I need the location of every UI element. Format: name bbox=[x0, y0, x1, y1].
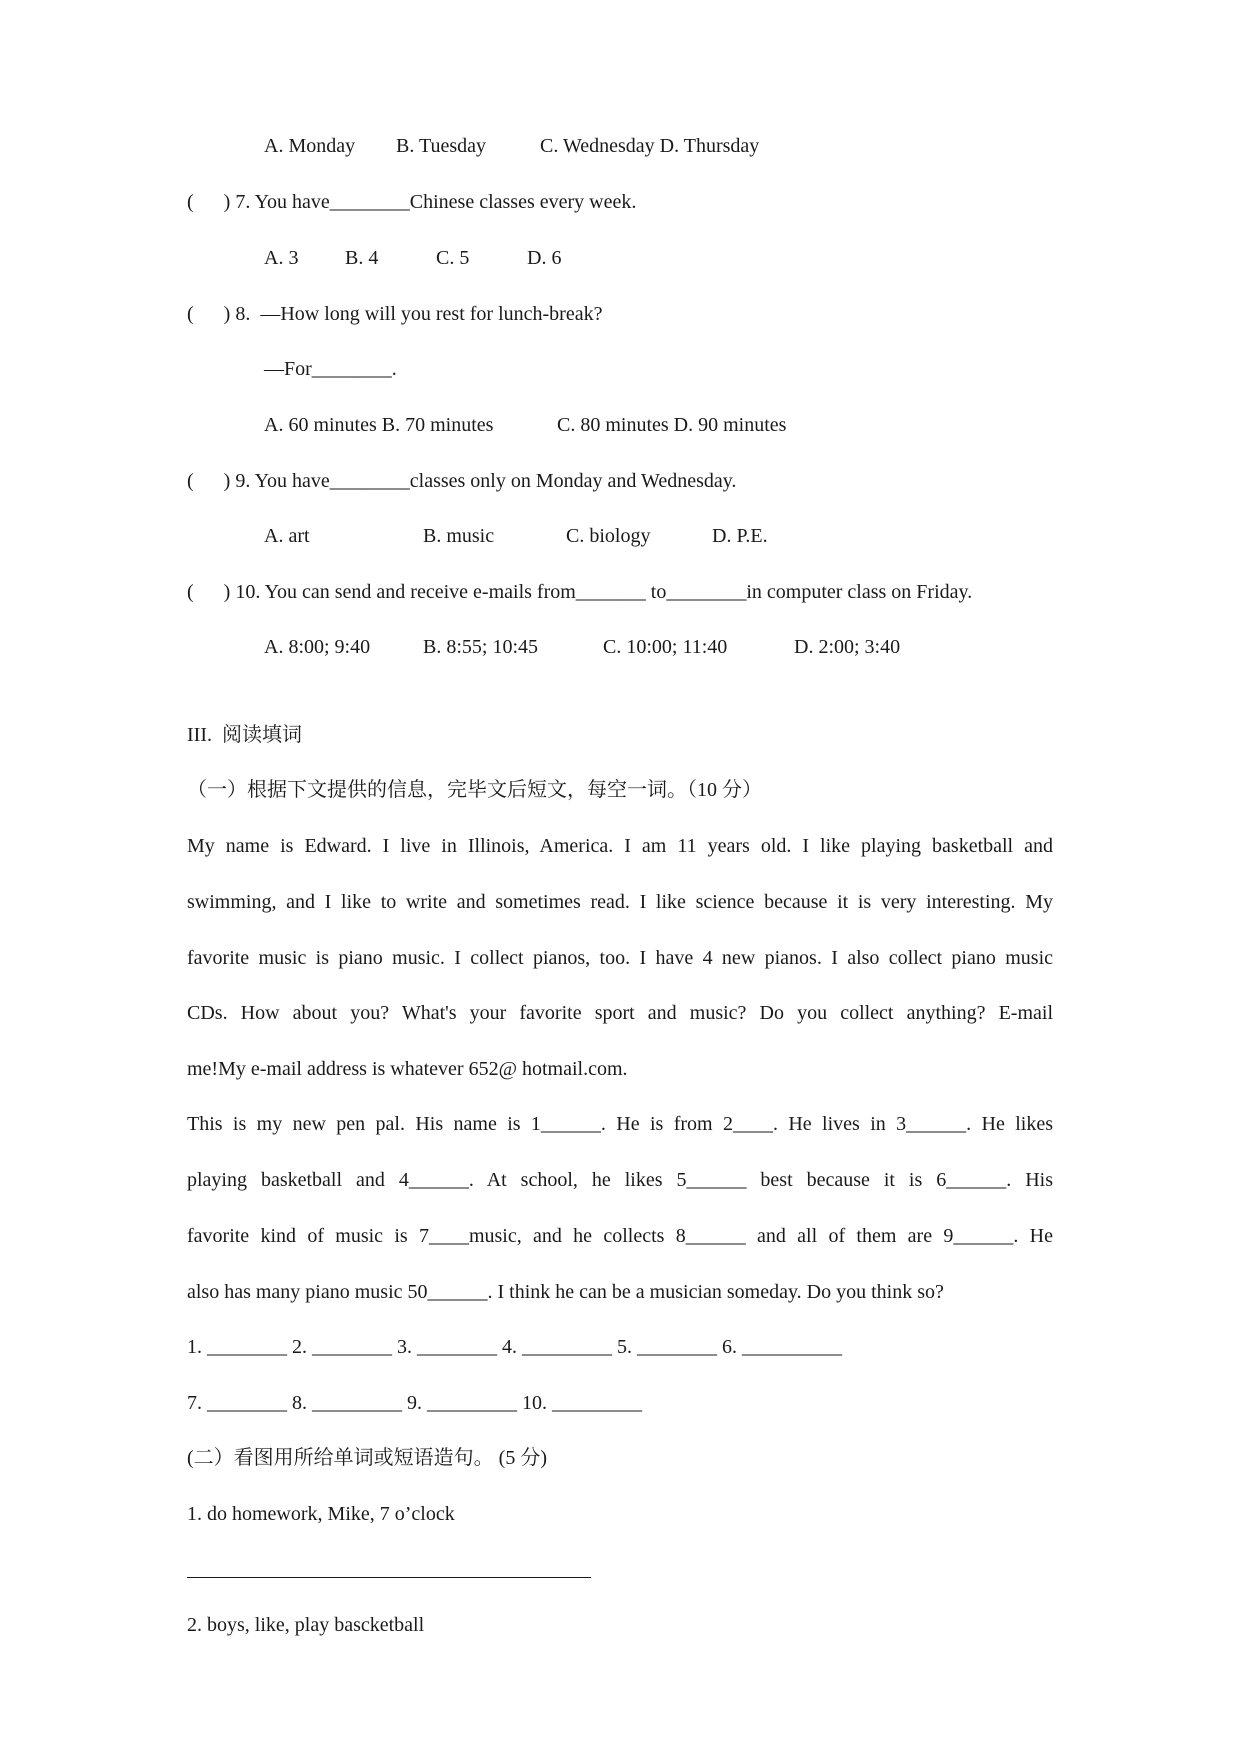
q9-option-c: C. biology bbox=[566, 525, 651, 547]
q6-option-a: A. Monday bbox=[264, 135, 356, 157]
passage-line: swimming, and I like to write and sometimes read. I like science because it is very interesting. My bbox=[187, 891, 1053, 913]
q10-option-b: B. 8:55; 10:45 bbox=[423, 636, 539, 658]
summary-line: This is my new pen pal. His name is 1______. He is from 2____. He lives in 3______. He likes bbox=[187, 1113, 1053, 1135]
q9-stem: ( ) 9. You have________classes only on Monday and Wednesday. bbox=[187, 470, 737, 492]
q8-reply: —For________. bbox=[264, 358, 397, 380]
q7-option-b: B. 4 bbox=[345, 247, 379, 269]
part2-instruction: (二）看图用所给单词或短语造句。 (5 分) bbox=[187, 1447, 547, 1469]
passage-line: CDs. How about you? What's your favorite sport and music? Do you collect anything? E-mail bbox=[187, 1002, 1053, 1024]
q7-option-d: D. 6 bbox=[527, 247, 562, 269]
part2-item-1: 1. do homework, Mike, 7 o’clock bbox=[187, 1503, 455, 1525]
q10-stem: ( ) 10. You can send and receive e-mails from_______ to________in computer class on Friday. bbox=[187, 581, 973, 603]
q7-option-a: A. 3 bbox=[264, 247, 299, 269]
passage-line: me!My e-mail address is whatever 652@ hotmail.com. bbox=[187, 1058, 628, 1080]
q8-option-c-d: C. 80 minutes D. 90 minutes bbox=[557, 414, 787, 436]
q10-option-a: A. 8:00; 9:40 bbox=[264, 636, 371, 658]
q7-option-c: C. 5 bbox=[436, 247, 470, 269]
q7-stem: ( ) 7. You have________Chinese classes every week. bbox=[187, 191, 637, 213]
summary-line: also has many piano music 50______. I think he can be a musician someday. Do you think so? bbox=[187, 1281, 944, 1303]
q8-option-a-b: A. 60 minutes B. 70 minutes bbox=[264, 414, 494, 436]
q9-option-d: D. P.E. bbox=[712, 525, 768, 547]
section-title: III. 阅读填词 bbox=[187, 724, 302, 746]
q6-option-b: B. Tuesday bbox=[396, 135, 487, 157]
answer-underline bbox=[187, 1577, 591, 1578]
q10-option-c: C. 10:00; 11:40 bbox=[603, 636, 728, 658]
answer-row-1: 1. ________ 2. ________ 3. ________ 4. _________ 5. ________ 6. __________ bbox=[187, 1336, 842, 1358]
q8-stem: ( ) 8. —How long will you rest for lunch-break? bbox=[187, 303, 603, 325]
part2-item-2: 2. boys, like, play bascketball bbox=[187, 1614, 425, 1636]
q9-option-a: A. art bbox=[264, 525, 310, 547]
q10-option-d: D. 2:00; 3:40 bbox=[794, 636, 901, 658]
summary-line: playing basketball and 4______. At school, he likes 5______ best because it is 6______. His bbox=[187, 1169, 1053, 1191]
answer-row-2: 7. ________ 8. _________ 9. _________ 10. _________ bbox=[187, 1392, 642, 1414]
passage-line: favorite music is piano music. I collect pianos, too. I have 4 new pianos. I also collect piano music bbox=[187, 947, 1053, 969]
q9-option-b: B. music bbox=[423, 525, 495, 547]
summary-line: favorite kind of music is 7____music, and he collects 8______ and all of them are 9______. He bbox=[187, 1225, 1053, 1247]
part1-instruction: （一）根据下文提供的信息，完毕文后短文，每空一词。（10 分） bbox=[187, 779, 762, 801]
passage-line: My name is Edward. I live in Illinois, America. I am 11 years old. I like playing basketball and bbox=[187, 835, 1053, 857]
q6-option-c-d: C. Wednesday D. Thursday bbox=[540, 135, 760, 157]
